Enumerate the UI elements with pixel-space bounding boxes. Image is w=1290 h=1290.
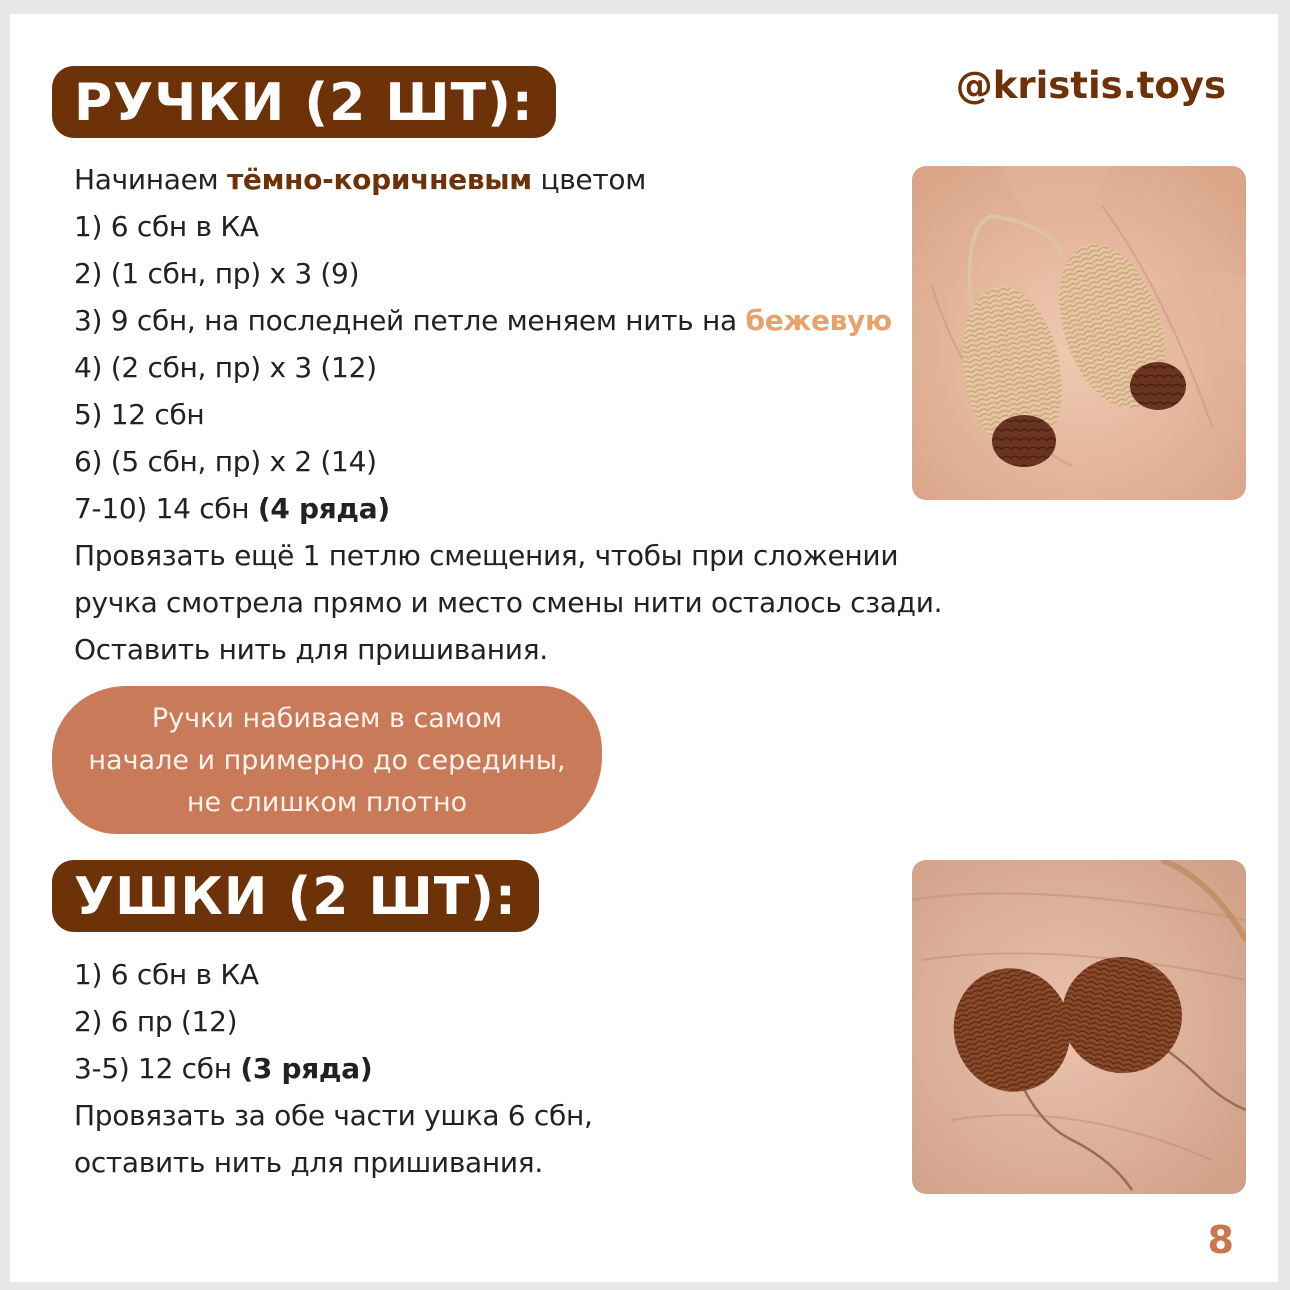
row7-count: (4 ряда) — [257, 492, 390, 525]
arms-finish-2: ручка смотрела прямо и место смены нити осталось сзади. — [74, 586, 943, 619]
row7-text: 7-10) 14 сбн — [74, 492, 258, 525]
arms-row-5: 5) 12 сбн — [74, 398, 205, 431]
ears-row3-count: (3 ряда) — [240, 1052, 373, 1085]
row3-text: 3) 9 сбн, на последней петле меняем нить на — [74, 304, 746, 337]
intro-text: Начинаем — [74, 163, 227, 196]
ears-row-2: 2) 6 пр (12) — [74, 1005, 238, 1038]
note-line-2: начале и примерно до середины, — [88, 745, 566, 776]
arms-finish-3: Оставить нить для пришивания. — [74, 633, 548, 666]
arms-row-1: 1) 6 сбн в КА — [74, 210, 259, 243]
ears-instructions — [74, 951, 593, 1186]
stuffing-note — [52, 686, 602, 834]
note-line-3: не слишком плотно — [186, 787, 468, 818]
arms-photo — [912, 166, 1246, 500]
ears-row3-text: 3-5) 12 сбн — [74, 1052, 241, 1085]
arms-intro-line — [74, 156, 942, 203]
arms-section-title: РУЧКИ (2 ШТ): — [52, 66, 556, 138]
arms-instructions — [74, 156, 942, 673]
page-number: 8 — [1207, 1218, 1234, 1262]
dark-brown-color-label: тёмно-коричневым — [226, 163, 532, 196]
ears-finish-1: Провязать за обе части ушка 6 сбн, — [74, 1099, 593, 1132]
arms-row-6: 6) (5 сбн, пр) х 2 (14) — [74, 445, 377, 478]
note-line-1: Ручки набиваем в самом — [151, 703, 503, 734]
ears-row-3-5 — [74, 1045, 593, 1092]
ears-photo — [912, 860, 1246, 1194]
arms-row-2: 2) (1 сбн, пр) х 3 (9) — [74, 257, 360, 290]
ears-finish-2: оставить нить для пришивания. — [74, 1146, 543, 1179]
ears-row-1: 1) 6 сбн в КА — [74, 958, 259, 991]
intro-text-end: цветом — [531, 163, 647, 196]
arms-row-3 — [74, 297, 942, 344]
brand-handle: @kristis.toys — [955, 64, 1226, 107]
arms-finish-1: Провязать ещё 1 петлю смещения, чтобы при сложении — [74, 539, 899, 572]
ears-section-title: УШКИ (2 ШТ): — [52, 860, 539, 932]
beige-color-label: бежевую — [745, 304, 892, 337]
arms-row-7-10 — [74, 485, 942, 532]
arms-row-4: 4) (2 сбн, пр) х 3 (12) — [74, 351, 377, 384]
